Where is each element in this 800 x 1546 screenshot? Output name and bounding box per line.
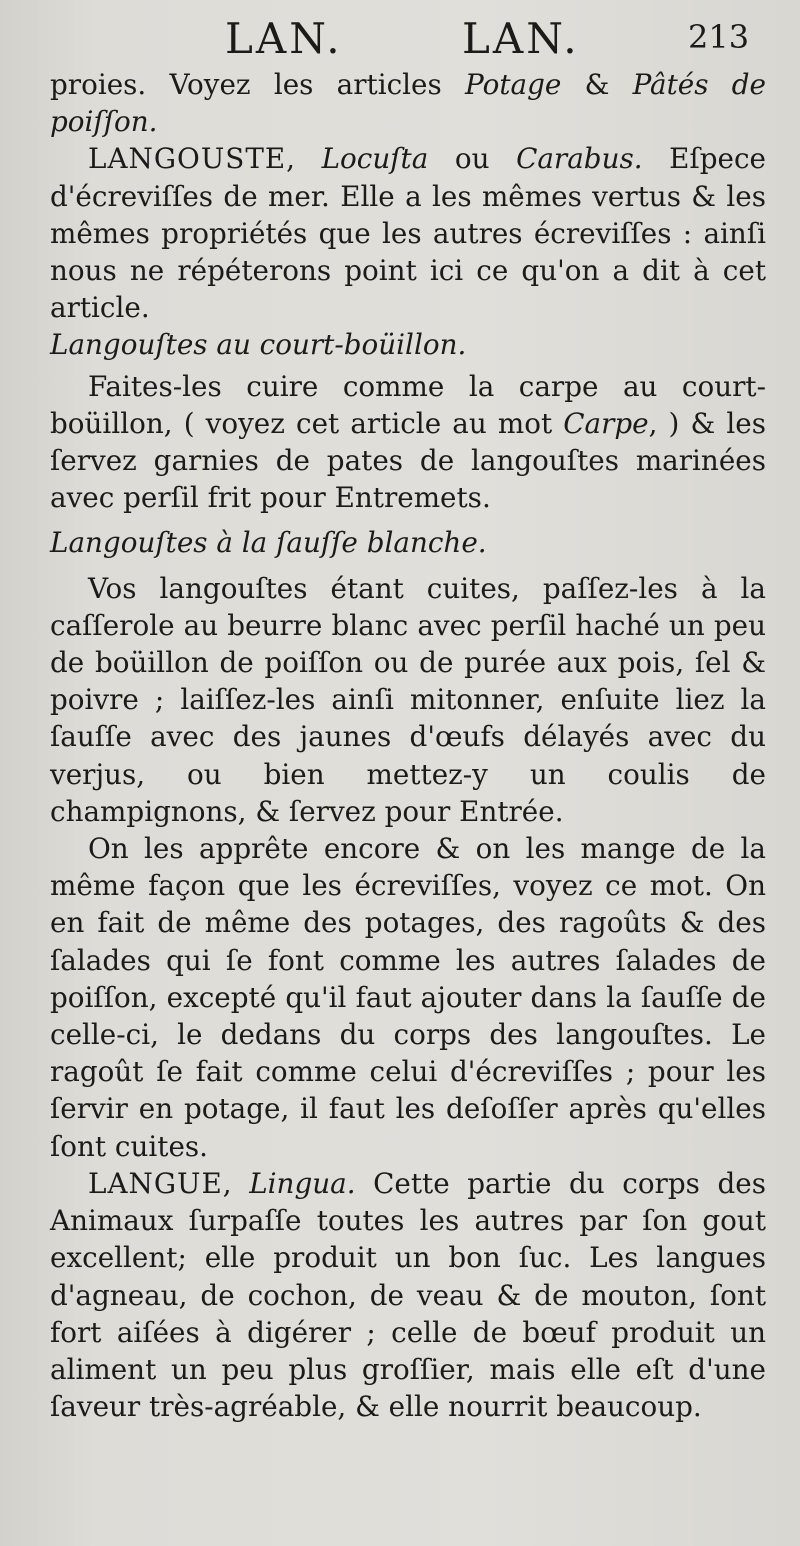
entry-term: LANGOUSTE <box>88 142 287 176</box>
recipe-sausse-blanche: Vos langouſtes étant cuites, paſſez-les à la caſſerole au beurre blanc avec perſil haché un peu de boüillon de poiſſon ou de purée aux pois, ſel & poivre ; laiſſez-les ainſi mitonner, enſuite liez la ſauſſe avec des jaunes d'œufs délayés avec du verjus, ou bien mettez-y un coulis de champignons, & ſervez pour Entrée. <box>50 571 766 828</box>
latin-or: ou <box>428 142 517 176</box>
running-header <box>0 14 800 70</box>
entry-langue <box>50 1165 766 1425</box>
spacer <box>50 516 766 524</box>
latin-name-alt: Carabus. <box>516 142 643 176</box>
entry-langouste <box>50 140 766 326</box>
entry-text: Eſpece d'écreviſſes de mer. Elle a les mêmes vertus & les mêmes propriétés que les autres écreviſſes : ainſi nous ne répéterons point ici ce qu'on a dit à cet article. <box>50 142 766 325</box>
entry-sep: , <box>286 142 322 176</box>
recipe-heading-court-bouillon: Langouſtes au court-boüillon. <box>50 328 467 362</box>
spacer <box>50 562 766 570</box>
header-left-title: LAN. <box>225 14 343 63</box>
header-right-title: LAN. <box>462 14 580 63</box>
recipe-heading-sausse-blanche: Langouſtes à la ſauſſe blanche. <box>50 526 487 560</box>
recipe-text-end: , ) & les ſervez garnies de pates de langouſtes marinées avec perſil frit pour Entremets. <box>50 406 766 515</box>
entry-term: LANGUE <box>88 1166 223 1200</box>
page-number: 213 <box>688 18 750 56</box>
latin-name: Locuſta <box>321 142 429 176</box>
ref-potage: Potage <box>465 68 562 101</box>
ref-pates-de-poisson: Pâtés de poiſſon. <box>50 68 767 139</box>
paragraph-other-preparations: On les apprête encore & on les mange de la même façon que les écreviſſes, voyez ce mot. On en fait de même des potages, des ragoûts & des ſalades qui ſe font comme les autres ſalades de poiſſon, excepté qu'il faut ajouter dans la ſauſſe de celle-ci, le dedans du corps des langouſtes. Le ragoût ſe fait comme celui d'écreviſſes ; pour les ſervir en potage, il faut les deſoſſer après qu'elles ſont cuites. <box>50 832 766 1163</box>
continuation-amp: & <box>561 68 633 101</box>
entry-sep: , <box>222 1166 250 1200</box>
page-body <box>50 66 766 1425</box>
recipe-court-bouillon <box>50 368 766 517</box>
recipe-text: Faites-les cuire comme la carpe au court-boüillon, ( voyez cet article au mot <box>50 369 766 440</box>
ref-carpe: Carpe <box>563 406 649 440</box>
entry-text: Cette partie du corps des Animaux ſurpaſſe toutes les autres par ſon gout excellent; elle produit un bon ſuc. Les langues d'agneau, de cochon, de veau & de mouton, ſont fort aiſées à digérer ; celle de bœuf produit un aliment un peu plus groſſier, mais elle eſt d'une ſaveur très-agréable, & elle nourrit beaucoup. <box>50 1166 766 1424</box>
paragraph-continuation <box>50 66 766 140</box>
continuation-text: proies. Voyez les articles <box>50 68 466 101</box>
latin-name: Lingua. <box>249 1166 356 1200</box>
